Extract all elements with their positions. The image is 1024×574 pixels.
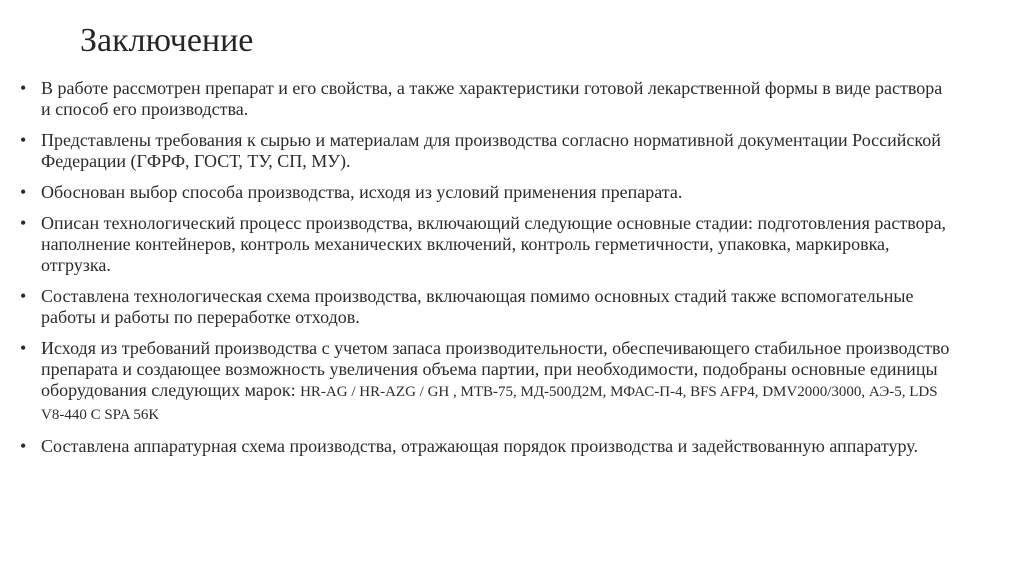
bullet-icon: • [20,130,27,150]
bullet-icon: • [20,338,27,358]
bullet-icon: • [20,213,27,233]
bullet-item-6 [20,338,955,426]
bullet-icon: • [20,286,27,306]
bullet-item-1 [20,78,955,120]
equipment-brands: HR-AG / HR-AZG / GH , МТВ-75, МД-500Д2М, МФАС-П-4, BFS AFP4, DMV2000/3000, АЭ-5, LDS V8-440 С SPA 56K [41,384,938,423]
bullet-list [20,78,955,467]
slide-title: Заключение [80,22,254,59]
bullet-text: Представлены требования к сырью и материалам для производства согласно нормативной документации Российской Федерации (ГФРФ, ГОСТ, ТУ, СП, МУ). [41,130,941,171]
bullet-item-2 [20,130,955,172]
bullet-icon: • [20,182,27,202]
bullet-text: Исходя из требований производства с учетом запаса производительности, обеспечивающего стабильное производство препарата и создающее возможность увеличения объема партии, при необходимости, подобраны основные единицы оборудования следующих марок: [41,338,950,400]
bullet-text: Обоснован выбор способа производства, исходя из условий применения препарата. [41,182,683,202]
bullet-item-7 [20,436,955,457]
bullet-text: Составлена аппаратурная схема производства, отражающая порядок производства и задействованную аппаратуру. [41,436,918,456]
bullet-item-3 [20,182,955,203]
bullet-icon: • [20,436,27,456]
bullet-text: В работе рассмотрен препарат и его свойства, а также характеристики готовой лекарственной формы в виде раствора и способ его производства. [41,78,943,119]
bullet-item-4 [20,213,955,276]
bullet-text: Описан технологический процесс производства, включающий следующие основные стадии: подготовления раствора, наполнение контейнеров, контроль механических включений, контроль герметичности, упаковка, маркировка, отгрузка. [41,213,947,275]
bullet-text: Составлена технологическая схема производства, включающая помимо основных стадий также вспомогательные работы и работы по переработке отходов. [41,286,914,327]
bullet-item-5 [20,286,955,328]
bullet-icon: • [20,78,27,98]
